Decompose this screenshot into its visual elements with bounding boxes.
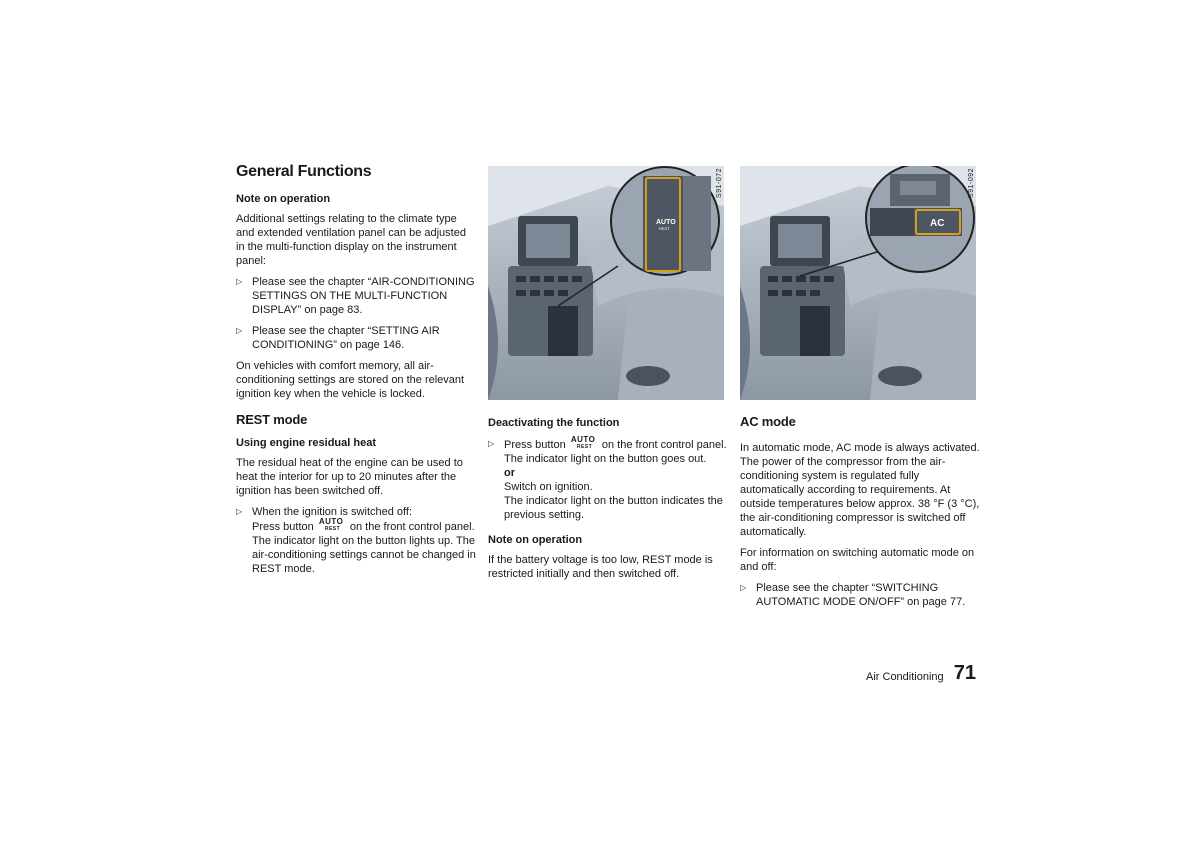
bullet-text: Press button [504, 439, 566, 451]
bullet-text: When the ignition is switched off: [252, 506, 412, 518]
footer [866, 662, 978, 688]
image-code: S91-092 [968, 168, 975, 198]
bullet-text: Switch on ignition. [504, 481, 593, 493]
bullet-text: on the front control panel. [349, 521, 475, 533]
rest-mode-heading: REST mode [236, 412, 308, 427]
bullet-text: Press button [252, 521, 314, 533]
column-right [740, 414, 980, 609]
residual-text: The residual heat of the engine can be used to heat the interior for up to 20 minutes after the ignition has been switched off. [236, 457, 463, 497]
page-title: General Functions [236, 163, 372, 180]
note-text: Additional settings relating to the climate type and extended ventilation panel can be adjusted in the multi-function display on the instrument panel: [236, 213, 466, 267]
bullet-text: The indicator light on the button lights up. The air-conditioning settings cannot be changed in REST mode. [252, 535, 476, 575]
auto-rest-button-icon: AUTO REST [318, 517, 344, 532]
image-code: S91-072 [716, 168, 723, 198]
bullet-text: The indicator light on the button goes out. [504, 453, 707, 465]
bullet-item [488, 437, 728, 522]
comfort-text: On vehicles with comfort memory, all air-conditioning settings are stored on the relevant ignition key when the vehicle is locked. [236, 360, 465, 400]
auto-rest-button-photo [488, 166, 724, 400]
note-heading: Note on operation [488, 534, 583, 546]
ac-button-photo [740, 166, 976, 400]
ac-text: In automatic mode, AC mode is always activated. The power of the compressor from the air-conditioning system is regulated fully automatically according to requirements. At outside temperatures below approx. 38 °F (3 °C), the air-conditioning compressor is switched off automatically. [740, 442, 980, 538]
deactivate-heading: Deactivating the function [488, 417, 620, 429]
bullet-text: The indicator light on the button indicates the previous setting. [504, 495, 723, 521]
column-middle [488, 416, 728, 581]
page-number: 71 [953, 662, 976, 684]
note-heading: Note on operation [236, 193, 331, 205]
bullet-item: ▷ Please see the chapter “AIR-CONDITIONING SETTINGS ON THE MULTI-FUNCTION DISPLAY” on page 83. [236, 275, 476, 317]
note-text: If the battery voltage is too low, REST mode is restricted initially and then switched off. [488, 554, 713, 580]
residual-heading: Using engine residual heat [236, 437, 376, 449]
svg-text:AC: AC [930, 218, 945, 229]
svg-text:AUTO: AUTO [656, 219, 676, 226]
bullet-item [236, 505, 476, 576]
svg-text:REST: REST [659, 226, 670, 231]
bullet-item: ▷ Please see the chapter “SETTING AIR CONDITIONING” on page 146. [236, 324, 476, 352]
column-left [236, 162, 476, 576]
or-text: or [504, 467, 515, 479]
info-text: For information on switching automatic mode on and off: [740, 547, 975, 573]
ac-mode-heading: AC mode [740, 414, 796, 429]
section-name: Air Conditioning [866, 671, 944, 683]
bullet-text: on the front control panel. [601, 439, 727, 451]
bullet-item: ▷ Please see the chapter “SWITCHING AUTOMATIC MODE ON/OFF” on page 77. [740, 581, 980, 609]
auto-rest-button-icon: AUTO REST [570, 435, 596, 450]
